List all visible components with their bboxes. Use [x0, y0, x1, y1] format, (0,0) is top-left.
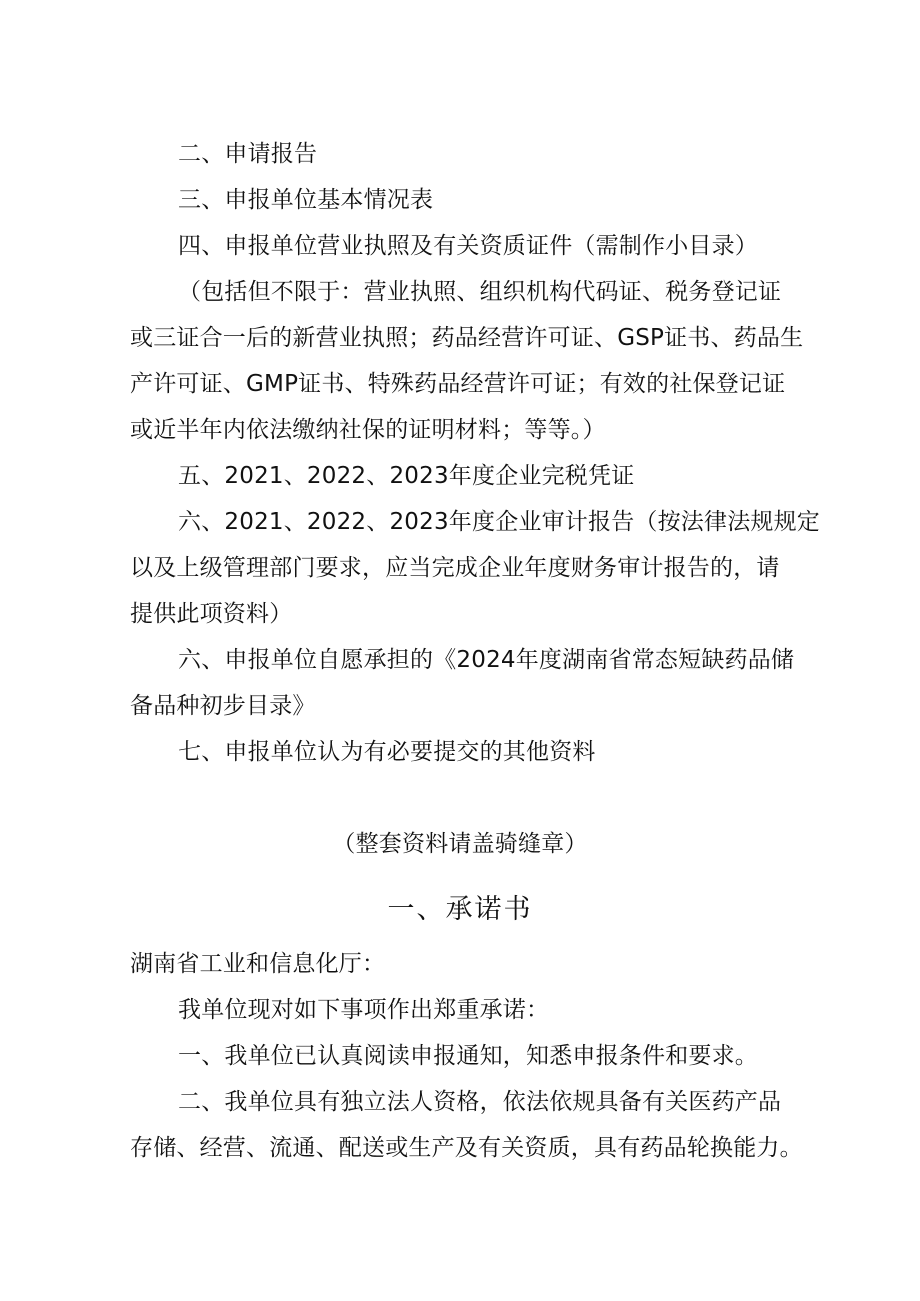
list-item-application-report: 二、申请报告 — [178, 141, 318, 167]
qualification-note-line-3: 产许可证、GMP证书、特殊药品经营许可证；有效的社保登记证 — [130, 371, 786, 397]
qualification-note-line-1: （包括但不限于：营业执照、组织机构代码证、税务登记证 — [178, 279, 782, 305]
qualification-note-line-4: 或近半年内依法缴纳社保的证明材料；等等。） — [130, 417, 606, 443]
list-item-other-materials: 七、申报单位认为有必要提交的其他资料 — [178, 739, 596, 765]
audit-item-line-2: 以及上级管理部门要求，应当完成企业年度财务审计报告的，请 — [130, 555, 780, 581]
catalog-item-line-2: 备品种初步目录》 — [130, 693, 316, 719]
commitment-item-2-line-1: 二、我单位具有独立法人资格，依法依规具备有关医药产品 — [178, 1089, 782, 1115]
commitment-item-1: 一、我单位已认真阅读申报通知，知悉申报条件和要求。 — [178, 1043, 758, 1069]
commitment-intro: 我单位现对如下事项作出郑重承诺： — [178, 997, 550, 1023]
commitment-item-2-line-2: 存储、经营、流通、配送或生产及有关资质，具有药品轮换能力。 — [130, 1135, 803, 1161]
commitment-addressee: 湖南省工业和信息化厅： — [130, 951, 386, 977]
audit-item-line-3: 提供此项资料） — [130, 601, 293, 627]
catalog-item-line-1: 六、申报单位自愿承担的《2024年度湖南省常态短缺药品储 — [178, 647, 795, 673]
audit-item-line-1: 六、2021、2022、2023年度企业审计报告（按法律法规规定 — [178, 509, 820, 535]
list-item-tax-certificates: 五、2021、2022、2023年度企业完税凭证 — [178, 463, 635, 489]
list-item-basic-info-table: 三、申报单位基本情况表 — [178, 187, 434, 213]
seal-note: （整套资料请盖骑缝章） — [332, 831, 588, 857]
list-item-business-license: 四、申报单位营业执照及有关资质证件（需制作小目录） — [178, 233, 758, 259]
qualification-note-line-2: 或三证合一后的新营业执照；药品经营许可证、GSP证书、药品生 — [130, 325, 804, 351]
commitment-title: 一、承诺书 — [387, 894, 533, 925]
